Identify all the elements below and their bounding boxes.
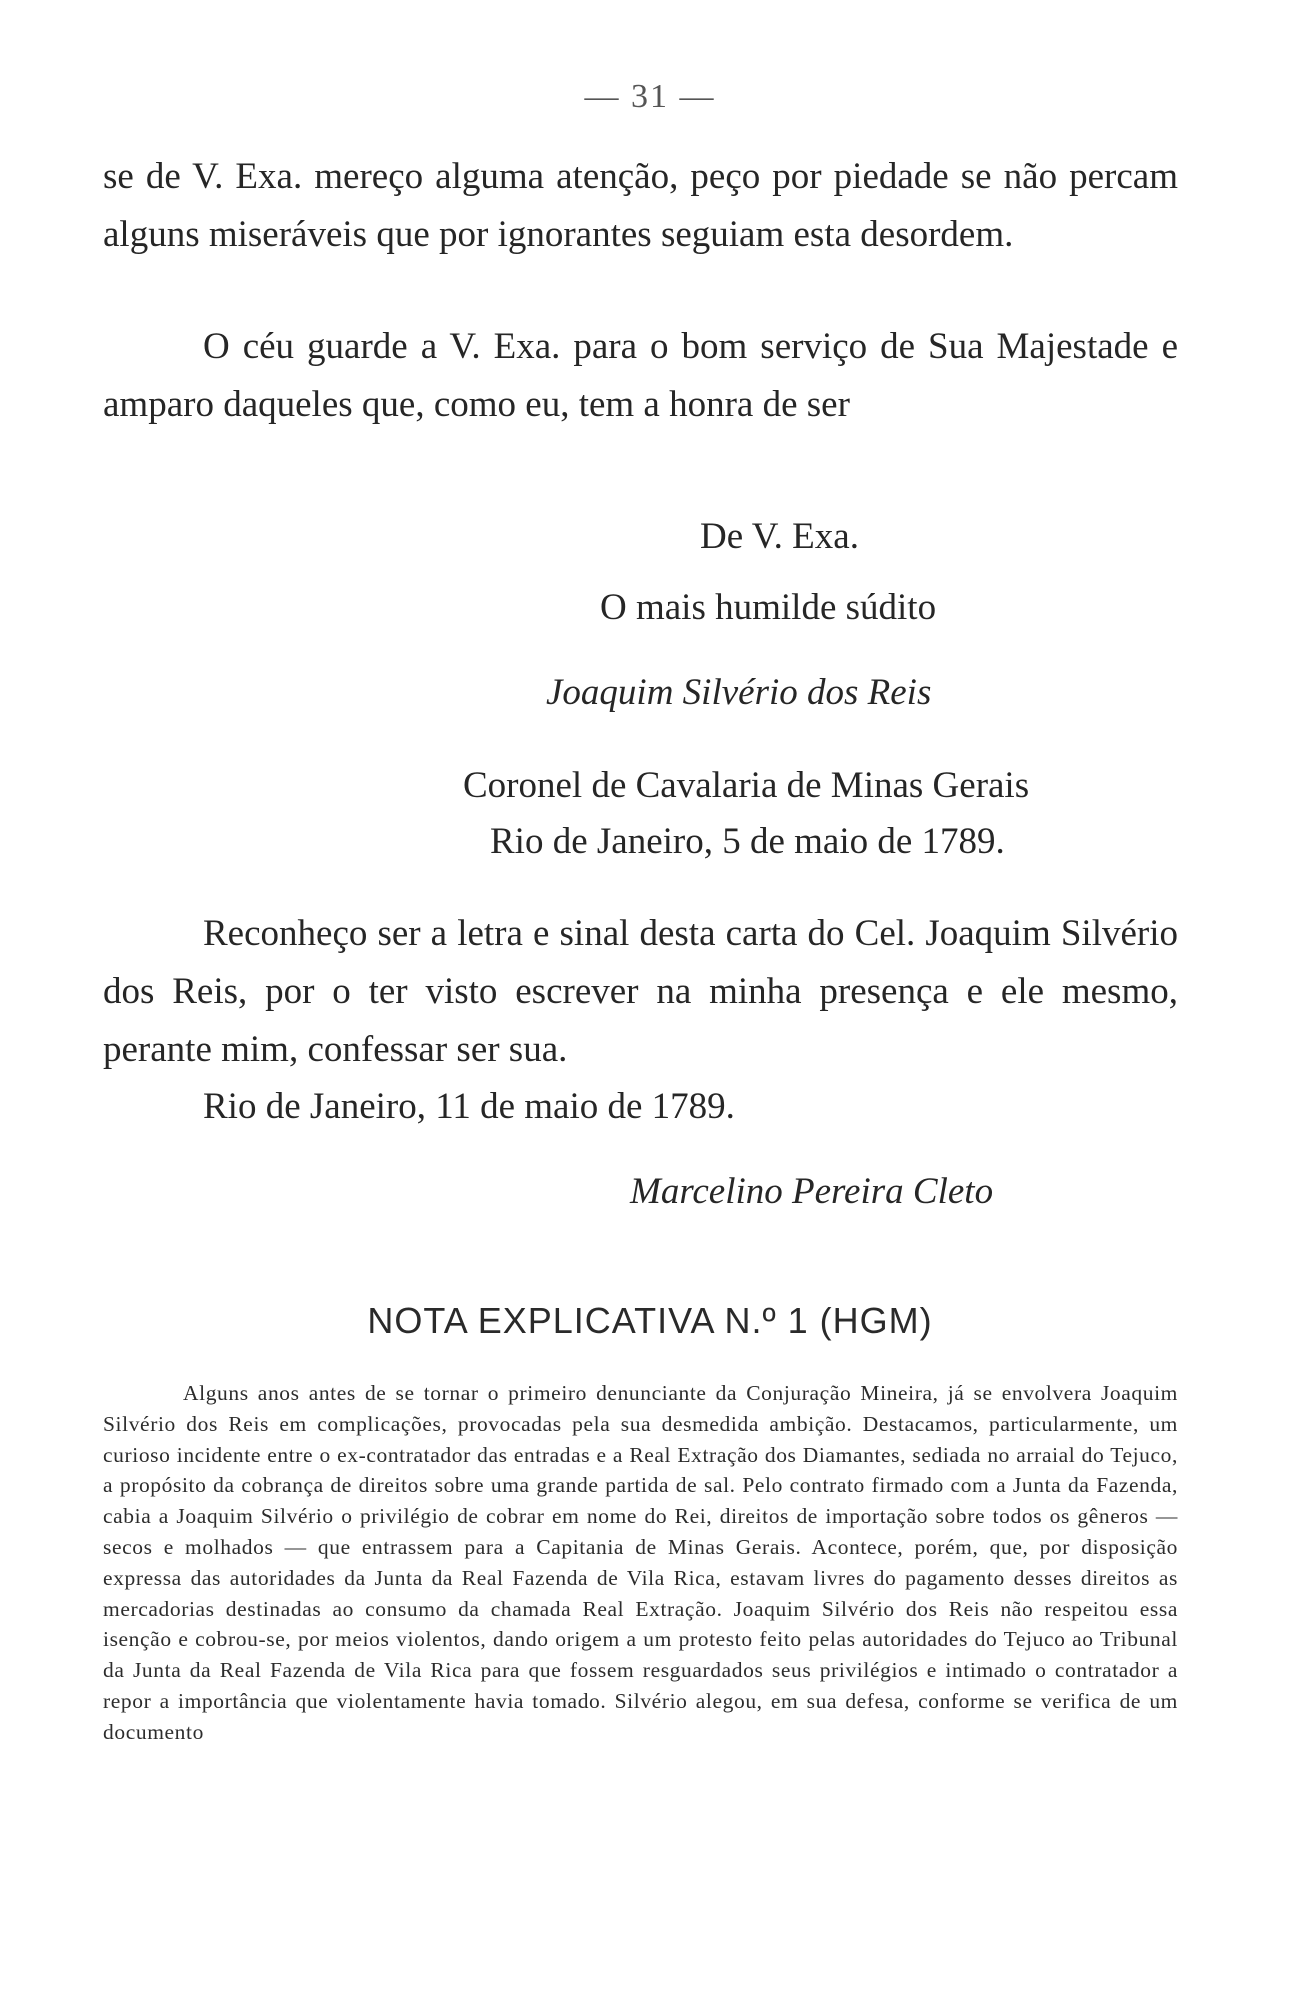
note-heading: NOTA EXPLICATIVA N.º 1 (HGM) bbox=[367, 1300, 933, 1341]
letter-place-date: Rio de Janeiro, 5 de maio de 1789. bbox=[490, 821, 1005, 862]
signer-title: Coronel de Cavalaria de Minas Gerais bbox=[463, 765, 1030, 806]
letter-paragraph-1: se de V. Exa. mereço alguma atenção, peço por piedade se não percam alguns miseráveis que por ignorantes seguiam esta desordem. bbox=[103, 156, 1178, 255]
certification-date: Rio de Janeiro, 11 de maio de 1789. bbox=[203, 1086, 735, 1127]
page-number: — 31 — bbox=[584, 78, 716, 115]
certification-paragraph: Reconheço ser a letra e sinal desta carta do Cel. Joaquim Silvério dos Reis, por o ter visto escrever na minha presença e ele mesmo, perante mim, confessar ser sua. bbox=[103, 913, 1178, 1070]
letter-paragraph-2: O céu guarde a V. Exa. para o bom serviço de Sua Majestade e amparo daqueles que, como eu, tem a honra de ser bbox=[103, 326, 1178, 425]
letter-signature: Joaquim Silvério dos Reis bbox=[546, 672, 932, 713]
letter-closing-2: O mais humilde súdito bbox=[600, 587, 937, 628]
note-paragraph: Alguns anos antes de se tornar o primeiro denunciante da Conjuração Mineira, já se envolvera Joaquim Silvério dos Reis em complicações, provocadas pela sua desmedida ambição. Destacamos, particularmente, um curioso incidente entre o ex-contratador das entradas e a Real Extração dos Diamantes, sediada no arraial do Tejuco, a propósito da cobrança de direitos sobre uma grande partida de sal. Pelo contrato firmado com a Junta da Fazenda, cabia a Joaquim Silvério o privilégio de cobrar em nome do Rei, direitos de importação sobre todos os gêneros — secos e molhados — que entrassem para a Capitania de Minas Gerais. Acontece, porém, que, por disposição expressa das autoridades da Junta da Real Fazenda de Vila Rica, estavam livres do pagamento desses direitos as mercadorias destinadas ao consumo da chamada Real Extração. Joaquim Silvério dos Reis não respeitou essa isenção e cobrou-se, por meios violentos, dando origem a um protesto feito pelas autoridades do Tejuco ao Tribunal da Junta da Real Fazenda de Vila Rica para que fossem resguardados seus privilégios e intimado o contratador a repor a importância que violentamente havia tomado. Silvério alegou, em sua defesa, conforme se verifica de um documento bbox=[103, 1381, 1178, 1744]
letter-closing: De V. Exa. bbox=[700, 516, 859, 557]
certification-signature: Marcelino Pereira Cleto bbox=[630, 1171, 994, 1212]
